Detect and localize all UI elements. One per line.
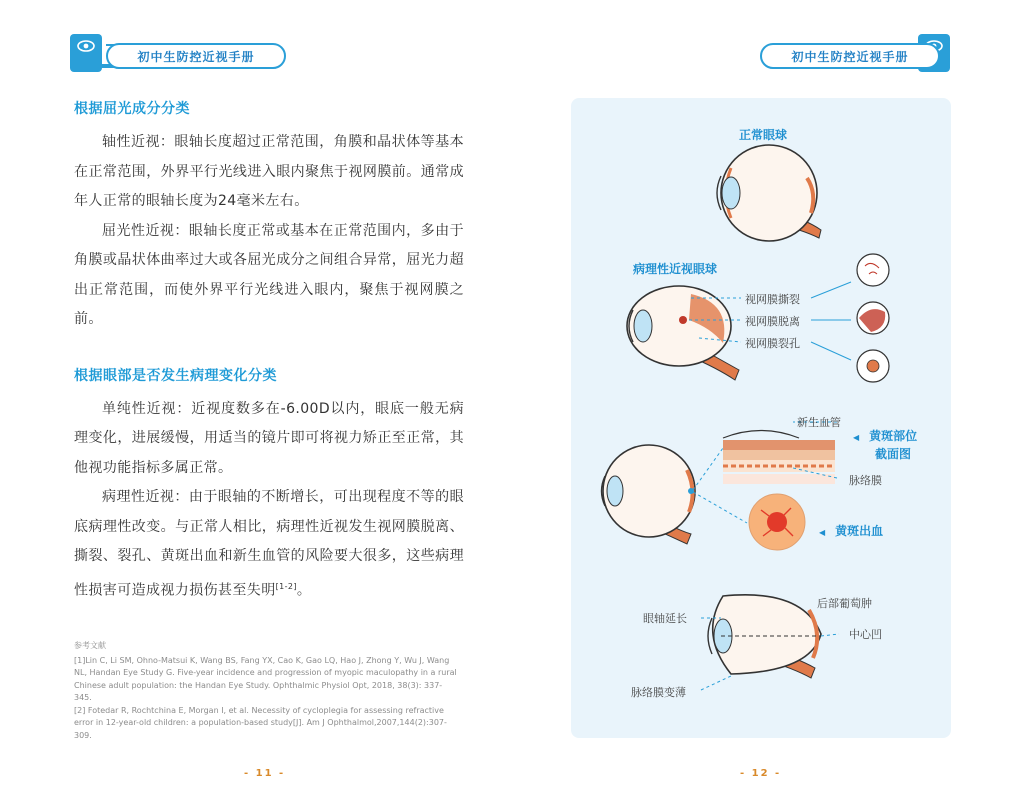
- left-page-body: [74, 98, 464, 606]
- pathologic-text: 病理性近视：由于眼轴的不断增长，可出现程度不等的眼底病理性改变。与正常人相比，病理性近视发生视网膜脱离、撕裂、裂孔、黄斑出血和新生血管的风险要大很多，这些病理性损害可造成视力损伤甚至失明: [74, 489, 464, 599]
- label-pathologic-eye: 病理性近视眼球: [633, 262, 718, 276]
- label-choroid-thinning: 脉络膜变薄: [631, 686, 686, 699]
- page-number-right: - 12 -: [740, 768, 782, 779]
- label-posterior-staphyloma: 后部葡萄肿: [817, 597, 872, 610]
- paragraph-refractive-myopia: 屈光性近视：眼轴长度正常或基本在正常范围内，多由于角膜或晶状体曲率过大或各屈光成分之间组合异常，屈光力超出正常范围，而使外界平行光线进入眼内，聚焦于视网膜之前。: [74, 222, 464, 327]
- label-macular-hemorrhage: [819, 522, 883, 539]
- section-title-pathology: 根据眼部是否发生病理变化分类: [74, 367, 277, 384]
- label-new-vessels: 新生血管: [797, 416, 841, 429]
- paragraph-pathologic-myopia: [74, 483, 464, 606]
- reference-2: [2] Fotedar R, Rochtchina E, Morgan I, et al. Necessity of cycloplegia for assessing refractive error in 12-year-old children: a population-based study[J]. Am J Ophthalmol,2007,144(2):307-309.: [74, 705, 447, 740]
- references: [74, 640, 458, 742]
- paragraph-simple-myopia: 单纯性近视：近视度数多在-6.00D以内，眼底一般无病理变化，进展缓慢，用适当的镜片即可将视力矫正至正常，其他视功能指标多属正常。: [74, 400, 464, 476]
- illustration-panel: [571, 98, 951, 738]
- normal-eyeball: [717, 145, 821, 241]
- header-banner-left: [70, 34, 330, 72]
- eye-illustrations: [571, 98, 951, 738]
- label-macular-hemorrhage-text: 黄斑出血: [835, 524, 884, 538]
- label-axial-elongation: 眼轴延长: [643, 612, 687, 625]
- section-title-refraction: 根据屈光成分分类: [74, 101, 190, 117]
- header-title-right: 初中生防控近视手册: [760, 43, 940, 69]
- paragraph-axial-myopia: 轴性近视：眼轴长度超过正常范围，角膜和晶状体等基本在正常范围，外界平行光线进入眼内聚焦于视网膜前。通常成年人正常的眼轴长度为24毫米左右。: [74, 134, 464, 209]
- label-macula-section-l1: 黄斑部位: [869, 429, 918, 443]
- label-macula-section-l2: 截面图: [875, 447, 912, 461]
- header-title-left: 初中生防控近视手册: [106, 43, 286, 69]
- label-retina-detach: 视网膜脱离: [745, 315, 800, 328]
- page-number-left: - 11 -: [244, 768, 286, 779]
- macula-section-figure: [723, 422, 837, 484]
- header-banner-right: [700, 34, 960, 72]
- citation-mark: [1-2]: [275, 581, 297, 591]
- pointer-icon: ◀: [853, 433, 860, 442]
- references-title: 参考文献: [74, 641, 106, 650]
- label-macula-section: [853, 428, 917, 462]
- eye-icon: [77, 40, 95, 52]
- label-retina-hole: 视网膜裂孔: [745, 337, 800, 350]
- label-normal-eye: 正常眼球: [739, 128, 788, 142]
- reference-1: [1]Lin C, Li SM, Ohno-Matsui K, Wang BS, Fang YX, Cao K, Gao LQ, Hao J, Zhong Y, Wu J, Wang NL, Handan Eye Study G. Five-year incidence and progression of myopic maculopathy in a rural Chinese adult population: the Handan Eye Study. Ophthalmic Physiol Opt, 2018, 38(3): 337-345.: [74, 655, 457, 702]
- label-retina-tear: 视网膜撕裂: [745, 293, 800, 306]
- pointer-icon: ◀: [819, 528, 826, 537]
- pathologic-end: 。: [296, 582, 312, 599]
- label-fovea: 中心凹: [849, 628, 882, 641]
- label-choroid: 脉络膜: [849, 474, 882, 487]
